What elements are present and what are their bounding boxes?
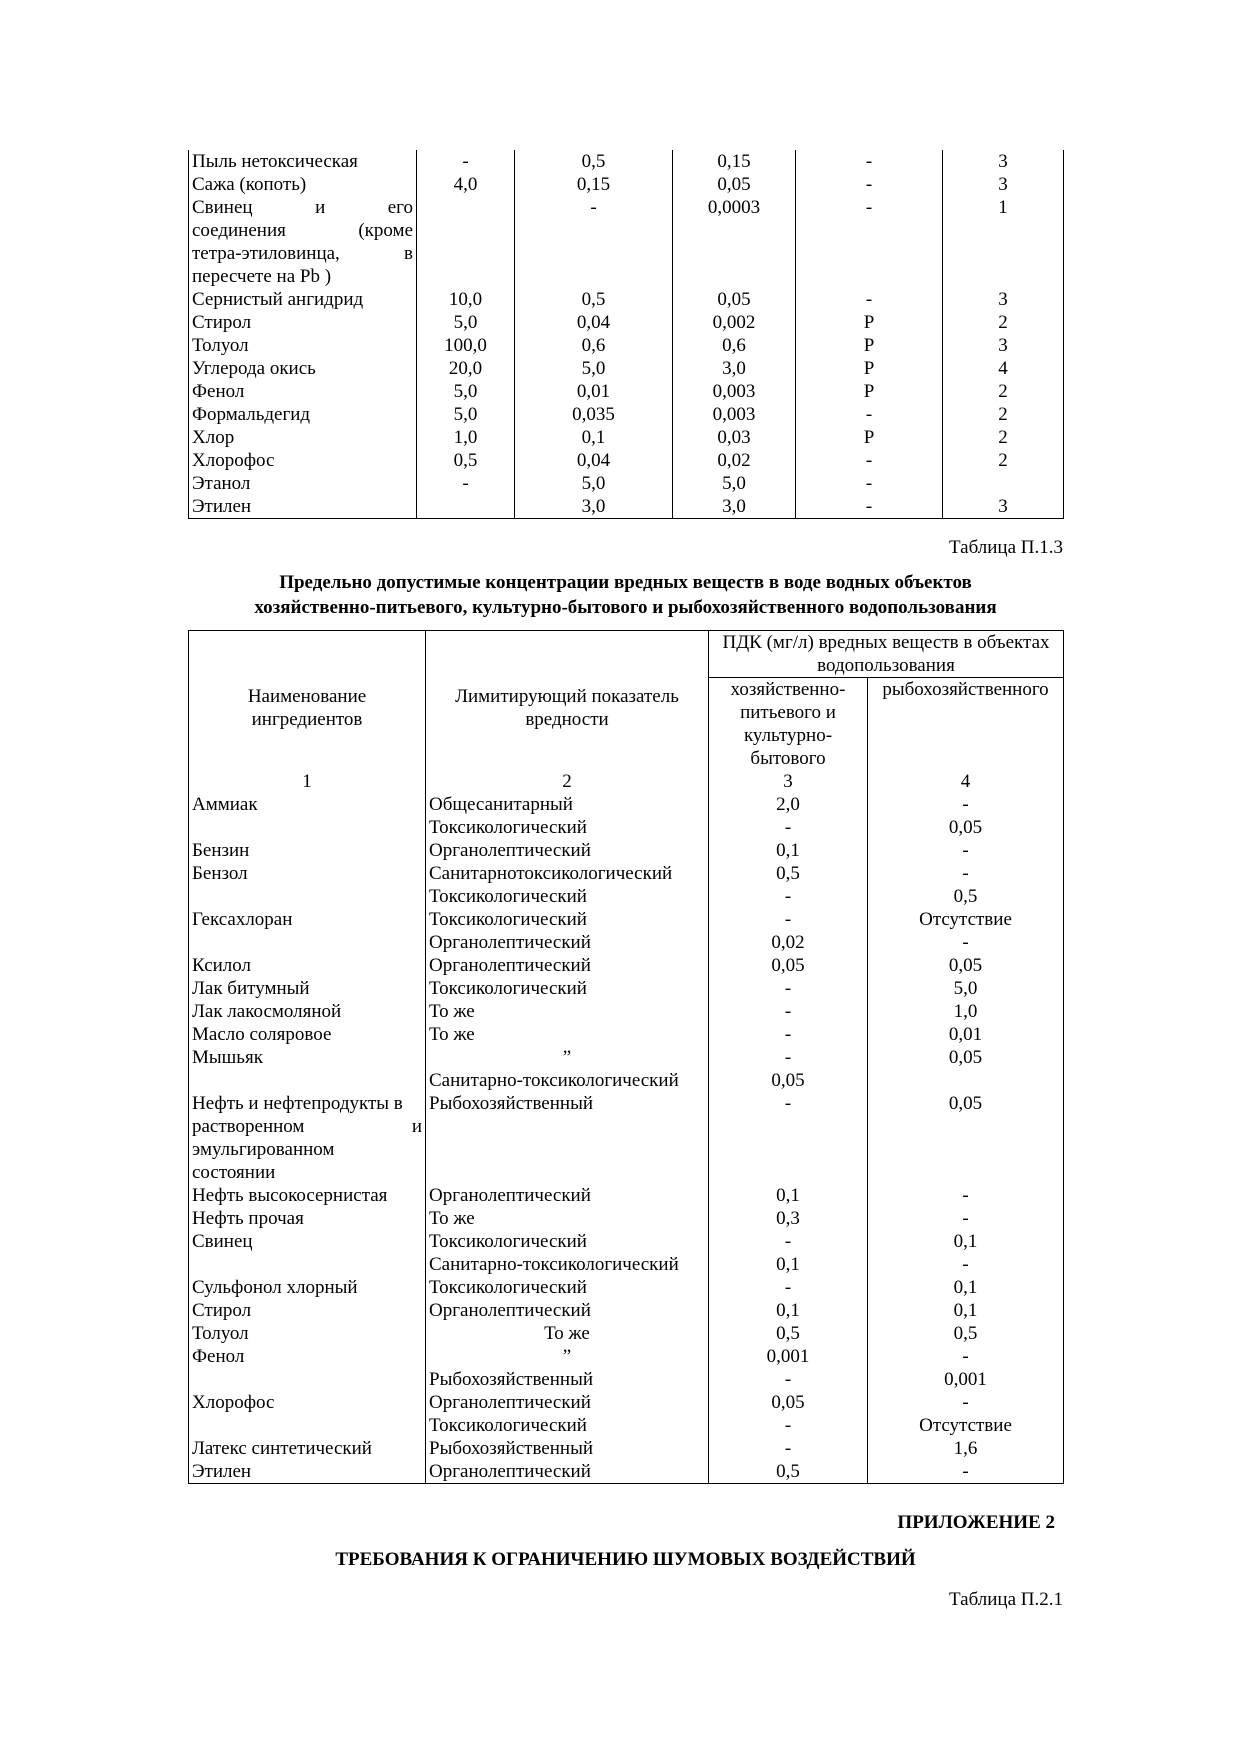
header-pdk: ПДК (мг/л) вредных веществ в объектах водопользования (709, 631, 1064, 678)
table-row: Сажа (копоть) 4,0 0,15 0,05 - 3 (189, 173, 1064, 196)
substance-name: Стирол (189, 311, 417, 334)
appendix-label: ПРИЛОЖЕНИЕ 2 (897, 1512, 1055, 1533)
table-row: Этилен 3,0 3,0 - 3 (189, 495, 1064, 519)
substance-name: Свинец и его соединения (кроме тетра-этиловинца, в пересчете на Pb ) (189, 196, 417, 288)
substance-name: Сажа (копоть) (189, 173, 417, 196)
column-numbers-row: 1 2 3 4 (189, 770, 1064, 793)
air-pdk-table-continuation (188, 150, 1064, 519)
table-title: Предельно допустимые концентрации вредных веществ в воде водных объектов хозяйственно-питьевого, культурно-бытового и рыбохозяйственного водопользования (254, 572, 997, 618)
table-row: Бензол Санитарнотоксикологический 0,5 - (189, 862, 1064, 885)
substance-name: Сернистый ангидрид (189, 288, 417, 311)
table-row: Этанол - 5,0 5,0 - (189, 472, 1064, 495)
table-row: Токсикологический - Отсутствие (189, 1414, 1064, 1437)
table-row: Фенол 5,0 0,01 0,003 Р 2 (189, 380, 1064, 403)
table-label-p13: Таблица П.1.3 (949, 537, 1063, 558)
table-row: Свинец и его соединения (кроме тетра-этиловинца, в пересчете на Pb ) - 0,0003 - 1 (189, 196, 1064, 288)
table-row: Масло соляровое То же - 0,01 (189, 1023, 1064, 1046)
table-row: Свинец Токсикологический - 0,1 (189, 1230, 1064, 1253)
substance-name: Хлор (189, 426, 417, 449)
substance-name: Формальдегид (189, 403, 417, 426)
substance-name: Этилен (189, 495, 417, 519)
substance-name: Хлорофос (189, 449, 417, 472)
table-row: Ксилол Органолептический 0,05 0,05 (189, 954, 1064, 977)
table-row: Фенол ” 0,001 - (189, 1345, 1064, 1368)
table-row: Латекс синтетический Рыбохозяйственный - 1,6 (189, 1437, 1064, 1460)
table-row: Органолептический 0,02 - (189, 931, 1064, 954)
table-row: Аммиак Общесанитарный 2,0 - (189, 793, 1064, 816)
header-col4: рыбохозяйственного (868, 678, 1064, 771)
table-row: Формальдегид 5,0 0,035 0,003 - 2 (189, 403, 1064, 426)
header-col2: Лимитирующий показатель вредности (426, 631, 709, 771)
table-row: Этилен Органолептический 0,5 - (189, 1460, 1064, 1484)
table-row: Углерода окись 20,0 5,0 3,0 Р 4 (189, 357, 1064, 380)
substance-name: Толуол (189, 334, 417, 357)
table-row: Гексахлоран Токсикологический - Отсутствие (189, 908, 1064, 931)
table-row: Толуол То же 0,5 0,5 (189, 1322, 1064, 1345)
substance-name: Пыль нетоксическая (189, 150, 417, 173)
table-row: Хлор 1,0 0,1 0,03 Р 2 (189, 426, 1064, 449)
table-row: Стирол 5,0 0,04 0,002 Р 2 (189, 311, 1064, 334)
table-row: Нефть и нефтепродукты в растворенном и эмульгированном состоянии Рыбохозяйственный - 0,05 (189, 1092, 1064, 1184)
table-row: Стирол Органолептический 0,1 0,1 (189, 1299, 1064, 1322)
table-label-p21: Таблица П.2.1 (949, 1589, 1063, 1610)
header-row (189, 631, 1064, 678)
table-row: Рыбохозяйственный - 0,001 (189, 1368, 1064, 1391)
table-row: Нефть высокосернистая Органолептический 0,1 - (189, 1184, 1064, 1207)
table-row: Санитарно-токсикологический 0,05 (189, 1069, 1064, 1092)
table-row: Хлорофос Органолептический 0,05 - (189, 1391, 1064, 1414)
table-row: Мышьяк ” - 0,05 (189, 1046, 1064, 1069)
table-row: Нефть прочая То же 0,3 - (189, 1207, 1064, 1230)
appendix-title: ТРЕБОВАНИЯ К ОГРАНИЧЕНИЮ ШУМОВЫХ ВОЗДЕЙСТВИЙ (335, 1549, 916, 1570)
substance-name: Этанол (189, 472, 417, 495)
header-col1: Наименование ингредиентов (189, 631, 426, 771)
table-row: Бензин Органолептический 0,1 - (189, 839, 1064, 862)
table-row: Сульфонол хлорный Токсикологический - 0,1 (189, 1276, 1064, 1299)
table-row: Токсикологический - 0,5 (189, 885, 1064, 908)
table-row: Лак битумный Токсикологический - 5,0 (189, 977, 1064, 1000)
substance-name: Фенол (189, 380, 417, 403)
table-row: Пыль нетоксическая - 0,5 0,15 - 3 (189, 150, 1064, 173)
table-row: Сернистый ангидрид 10,0 0,5 0,05 - 3 (189, 288, 1064, 311)
table-row: Санитарно-токсикологический 0,1 - (189, 1253, 1064, 1276)
water-pdk-table (188, 630, 1064, 1484)
substance-name: Углерода окись (189, 357, 417, 380)
table-row: Токсикологический - 0,05 (189, 816, 1064, 839)
header-col3: хозяйственно-питьевого и культурно-бытового (709, 678, 868, 771)
table-row: Толуол 100,0 0,6 0,6 Р 3 (189, 334, 1064, 357)
table-row: Лак лакосмоляной То же - 1,0 (189, 1000, 1064, 1023)
table-row: Хлорофос 0,5 0,04 0,02 - 2 (189, 449, 1064, 472)
